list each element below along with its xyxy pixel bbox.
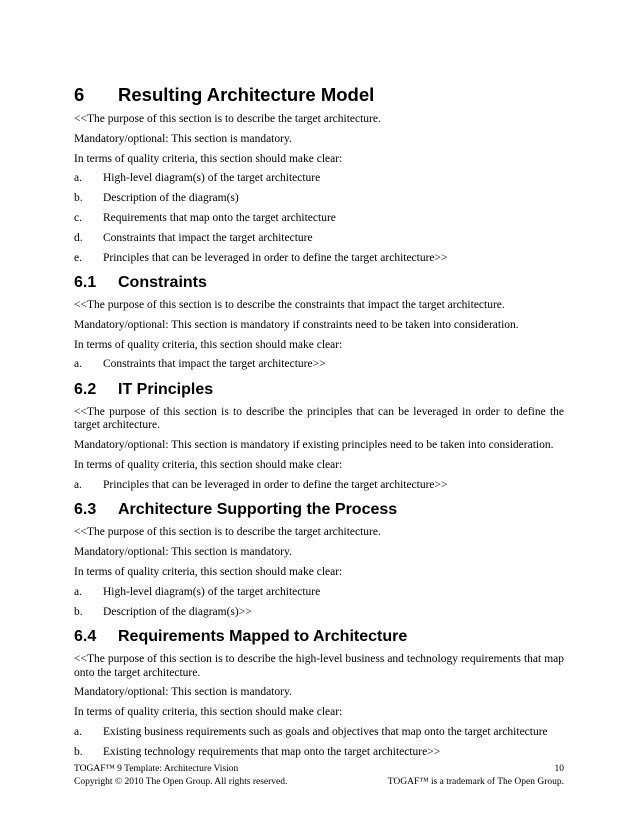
list-item-text: Principles that can be leveraged in order to define the target architecture>>: [103, 478, 448, 491]
section-number: 6.2: [74, 380, 97, 398]
list-item: [74, 232, 564, 246]
footer-copyright: Copyright © 2010 The Open Group. All rights reserved.: [74, 776, 288, 787]
footer-doc-title: TOGAF™ 9 Template: Architecture Vision: [74, 764, 239, 774]
list-item-label: a.: [74, 172, 82, 185]
list-item-text: Constraints that impact the target architecture: [103, 231, 313, 244]
paragraph: Mandatory/optional: This section is mandatory.: [74, 132, 292, 145]
list-item-label: e.: [74, 251, 82, 264]
section-heading: [74, 500, 564, 520]
section-heading: [74, 380, 564, 400]
list-item: [74, 172, 564, 186]
list-item-label: b.: [74, 605, 83, 618]
list-item-text: Description of the diagram(s)>>: [103, 605, 252, 618]
section-title: IT Principles: [118, 380, 214, 398]
list-item-text: High-level diagram(s) of the target architecture: [103, 172, 321, 185]
list-item: [74, 726, 564, 740]
list-item-label: a.: [74, 478, 82, 491]
list-item-text: Constraints that impact the target architecture>>: [103, 358, 326, 371]
paragraph: In terms of quality criteria, this section should make clear:: [74, 338, 343, 351]
list-item-label: b.: [74, 745, 83, 758]
list-item-label: a.: [74, 358, 82, 371]
section-number: 6: [74, 84, 85, 105]
section-heading: [74, 273, 564, 293]
list-item: [74, 479, 564, 493]
paragraph: <<The purpose of this section is to describe the principles that can be leveraged in order to define the target architecture.: [74, 405, 564, 432]
list-item-label: b.: [74, 192, 83, 205]
list-item-text: Description of the diagram(s): [103, 192, 239, 205]
footer-row-top: [74, 763, 564, 776]
list-item: [74, 586, 564, 600]
list-item-text: Principles that can be leveraged in order to define the target architecture>>: [103, 251, 448, 264]
list-item-text: Existing technology requirements that map onto the target architecture>>: [103, 745, 441, 758]
list-item: [74, 192, 564, 206]
section-number: 6.3: [74, 501, 97, 519]
paragraph: In terms of quality criteria, this section should make clear:: [74, 706, 343, 719]
footer-trademark: TOGAF™ is a trademark of The Open Group.: [387, 776, 564, 787]
section-title: Architecture Supporting the Process: [118, 501, 398, 519]
list-item-label: a.: [74, 725, 82, 738]
list-item-text: High-level diagram(s) of the target architecture: [103, 585, 321, 598]
paragraph: Mandatory/optional: This section is mandatory.: [74, 546, 292, 559]
paragraph: In terms of quality criteria, this section should make clear:: [74, 459, 343, 472]
list-item: [74, 606, 564, 620]
paragraph: In terms of quality criteria, this section should make clear:: [74, 152, 343, 165]
list-item: [74, 358, 564, 372]
footer-row-bottom: [74, 776, 564, 789]
paragraph: Mandatory/optional: This section is mandatory if existing principles need to be taken into consideration.: [74, 439, 554, 452]
list-item: [74, 746, 564, 760]
page-footer: [74, 763, 564, 788]
paragraph: Mandatory/optional: This section is mandatory if constraints need to be taken into consideration.: [74, 318, 519, 331]
section-heading: [74, 83, 564, 107]
section-number: 6.4: [74, 628, 97, 646]
footer-page-number: 10: [554, 764, 564, 774]
section-heading: [74, 627, 564, 647]
paragraph: <<The purpose of this section is to describe the high-level business and technology requirements that map onto the target architecture.: [74, 653, 564, 679]
paragraph: <<The purpose of this section is to describe the constraints that impact the target architecture.: [74, 299, 505, 312]
paragraph: In terms of quality criteria, this section should make clear:: [74, 565, 343, 578]
list-item-label: a.: [74, 585, 82, 598]
section-title: Resulting Architecture Model: [118, 84, 375, 105]
list-item-label: d.: [74, 231, 83, 244]
page-content: [74, 83, 564, 766]
list-item-text: Requirements that map onto the target architecture: [103, 211, 336, 224]
section-title: Constraints: [118, 274, 207, 292]
paragraph: <<The purpose of this section is to describe the target architecture.: [74, 526, 381, 539]
section-number: 6.1: [74, 274, 97, 292]
paragraph: <<The purpose of this section is to describe the target architecture.: [74, 113, 381, 125]
list-item: [74, 212, 564, 226]
list-item: [74, 252, 564, 266]
list-item-label: c.: [74, 211, 82, 224]
paragraph: Mandatory/optional: This section is mandatory.: [74, 686, 292, 699]
list-item-text: Existing business requirements such as goals and objectives that map onto the target architecture: [103, 725, 548, 738]
section-title: Requirements Mapped to Architecture: [118, 628, 408, 646]
